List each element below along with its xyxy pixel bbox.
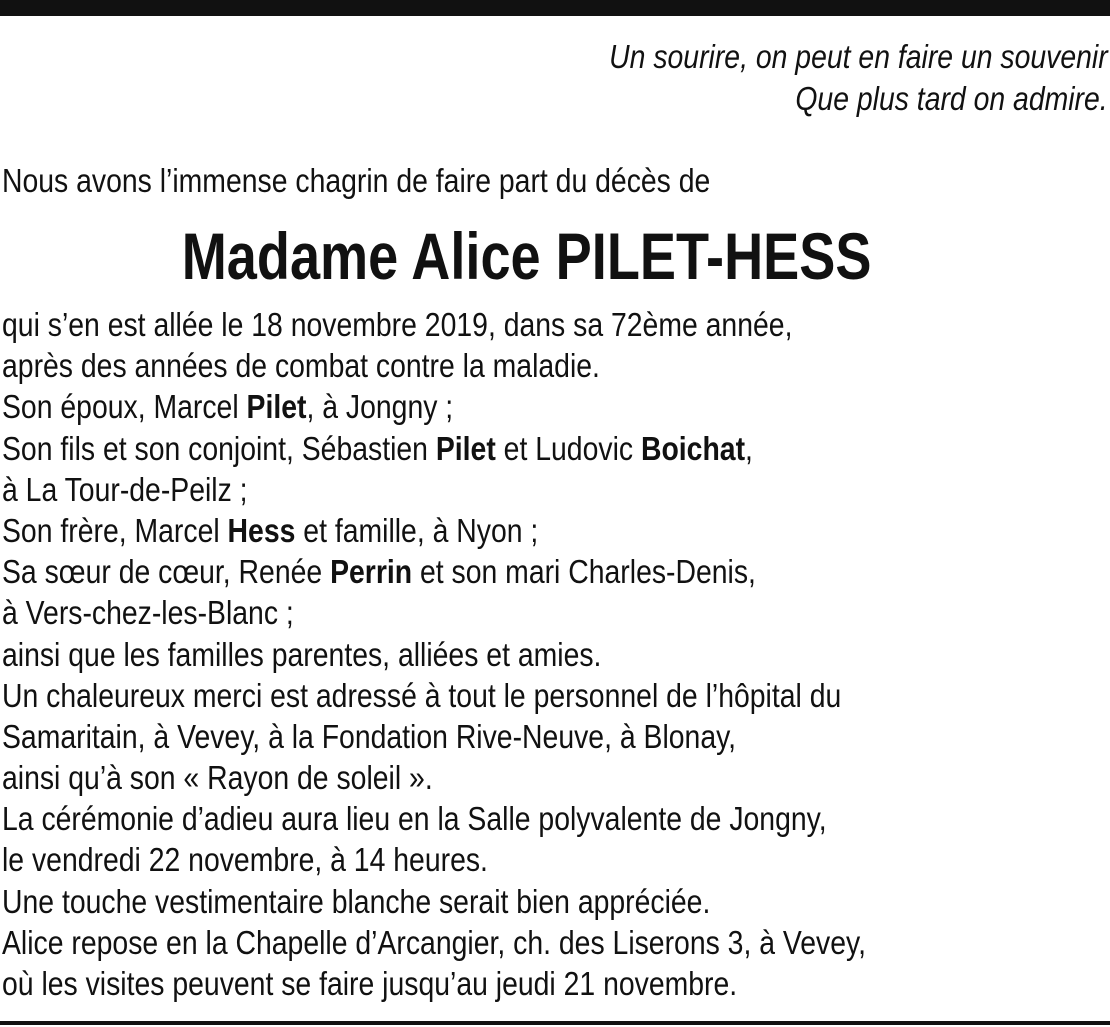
text: , à Jongny ; (306, 388, 454, 426)
body-line: ainsi qu’à son « Rayon de soleil ». (2, 759, 433, 797)
body-line-brother (2, 510, 866, 551)
deceased-name: Madame Alice PILET-HESS (182, 219, 872, 293)
body-line: Samaritain, à Vevey, à la Fondation Rive-Neuve, à Blonay, (2, 717, 737, 755)
body-line: où les visites peuvent se faire jusqu’au jeudi 21 novembre. (2, 965, 738, 1002)
surname: Pilet (246, 388, 307, 426)
text: Son époux, Marcel (2, 388, 247, 426)
body-line: à La Tour-de-Peilz ; (2, 470, 248, 508)
quote-line-2: Que plus tard on admire. (795, 80, 1108, 117)
text: , (745, 429, 753, 467)
epigraph-quote (609, 36, 1108, 120)
surname: Boichat (640, 429, 746, 467)
body-line-sister (2, 551, 866, 592)
body-line: Une touche vestimentaire blanche serait bien appréciée. (2, 882, 711, 920)
text: Sa sœur de cœur, Renée (2, 553, 331, 591)
surname: Hess (227, 511, 296, 549)
text: et Ludovic (495, 429, 641, 467)
body-line-son (2, 428, 866, 469)
body-line: après des années de combat contre la maladie. (2, 347, 600, 385)
body-line-spouse (2, 386, 866, 427)
intro-text: Nous avons l’immense chagrin de faire part du décès de (2, 162, 711, 199)
surname: Perrin (330, 553, 413, 591)
text: Son frère, Marcel (2, 511, 228, 549)
body-line: La cérémonie d’adieu aura lieu en la Salle polyvalente de Jongny, (2, 800, 827, 838)
notice-body (2, 304, 866, 1004)
body-line: ainsi que les familles parentes, alliées et amies. (2, 635, 602, 673)
body-line: Un chaleureux merci est adressé à tout le personnel de l’hôpital du (2, 676, 842, 714)
text: et famille, à Nyon ; (295, 511, 539, 549)
text: Son fils et son conjoint, Sébastien (2, 429, 436, 467)
top-border-rule (0, 0, 1110, 16)
surname: Pilet (435, 429, 496, 467)
quote-line-1: Un sourire, on peut en faire un souvenir (609, 38, 1108, 75)
deceased-name-heading (0, 216, 1110, 296)
body-line: à Vers-chez-les-Blanc ; (2, 594, 294, 632)
bottom-border-rule (0, 1021, 1110, 1025)
body-line: le vendredi 22 novembre, à 14 heures. (2, 841, 488, 879)
body-line: Alice repose en la Chapelle d’Arcangier, ch. des Liserons 3, à Vevey, (2, 923, 867, 961)
body-line: qui s’en est allée le 18 novembre 2019, dans sa 72ème année, (2, 306, 793, 343)
text: et son mari Charles-Denis, (412, 553, 756, 591)
